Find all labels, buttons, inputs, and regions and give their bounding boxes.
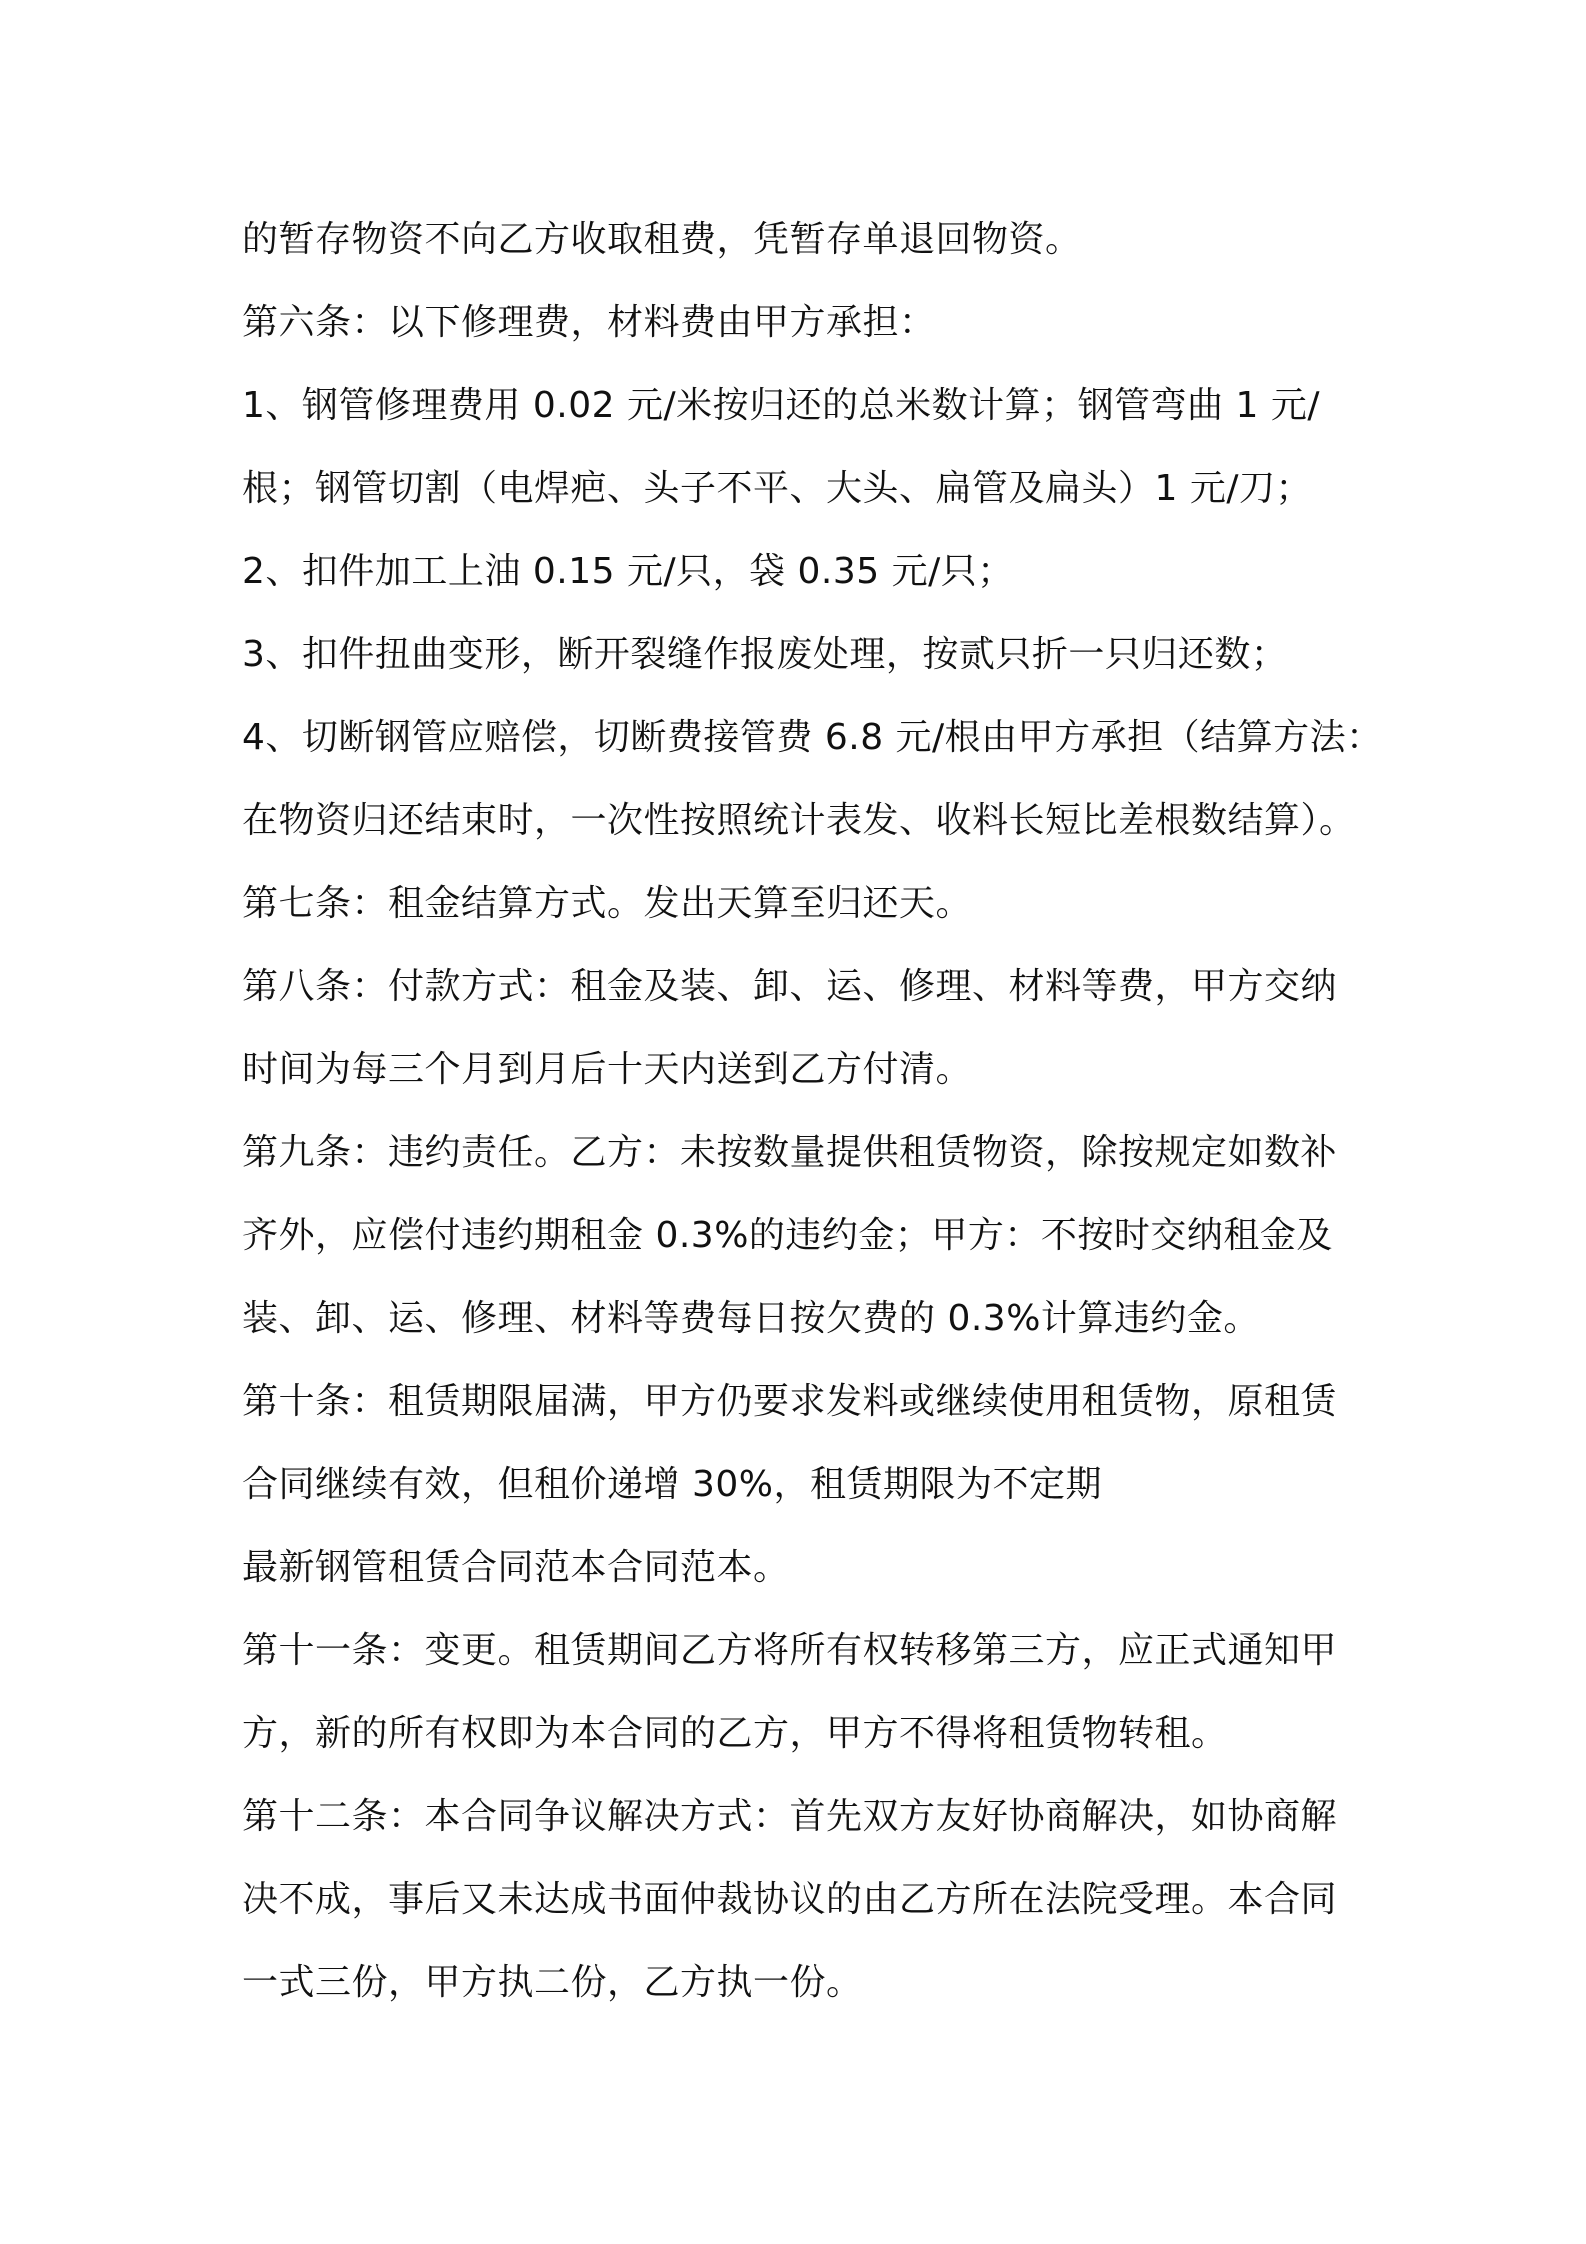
text-line: 装、卸、运、修理、材料等费每日按欠费的 0.3%计算违约金。 — [242, 1298, 1260, 1339]
document-body — [242, 198, 1383, 2024]
text-line: 第六条：以下修理费，材料费由甲方承担： — [242, 302, 936, 343]
text-line: 方，新的所有权即为本合同的乙方，甲方不得将租赁物转租。 — [242, 1713, 1228, 1754]
text-line: 决不成，事后又未达成书面仲裁协议的由乙方所在法院受理。本合同 — [242, 1879, 1338, 1920]
text-line: 最新钢管租赁合同范本合同范本。 — [242, 1547, 790, 1588]
text-line: 第十条：租赁期限届满，甲方仍要求发料或继续使用租赁物，原租赁 — [242, 1381, 1338, 1422]
text-line: 2、扣件加工上油 0.15 元/只，袋 0.35 元/只； — [242, 551, 1014, 592]
text-line: 齐外，应偿付违约期租金 0.3%的违约金；甲方：不按时交纳租金及 — [242, 1215, 1333, 1256]
text-line: 第九条：违约责任。乙方：未按数量提供租赁物资，除按规定如数补 — [242, 1132, 1338, 1173]
text-line: 在物资归还结束时，一次性按照统计表发、收料长短比差根数结算）。 — [242, 800, 1356, 841]
text-line: 4、切断钢管应赔偿，切断费接管费 6.8 元/根由甲方承担（结算方法： — [242, 717, 1383, 758]
text-line: 一式三份，甲方执二份，乙方执一份。 — [242, 1962, 863, 2003]
text-line: 第八条：付款方式：租金及装、卸、运、修理、材料等费，甲方交纳 — [242, 966, 1338, 1007]
text-line: 第十二条：本合同争议解决方式：首先双方友好协商解决，如协商解 — [242, 1796, 1338, 1837]
text-line: 1、钢管修理费用 0.02 元/米按归还的总米数计算；钢管弯曲 1 元/ — [242, 385, 1320, 426]
text-line: 时间为每三个月到月后十天内送到乙方付清。 — [242, 1049, 973, 1090]
text-line: 的暂存物资不向乙方收取租费，凭暂存单退回物资。 — [242, 219, 1082, 260]
text-line: 合同继续有效，但租价递增 30%，租赁期限为不定期 — [242, 1464, 1102, 1505]
text-line: 3、扣件扭曲变形，断开裂缝作报废处理，按贰只折一只归还数； — [242, 634, 1288, 675]
text-line: 第七条：租金结算方式。发出天算至归还天。 — [242, 883, 973, 924]
text-line: 第十一条：变更。租赁期间乙方将所有权转移第三方，应正式通知甲 — [242, 1630, 1338, 1671]
text-line: 根；钢管切割（电焊疤、头子不平、大头、扁管及扁头）1 元/刀； — [242, 468, 1312, 509]
